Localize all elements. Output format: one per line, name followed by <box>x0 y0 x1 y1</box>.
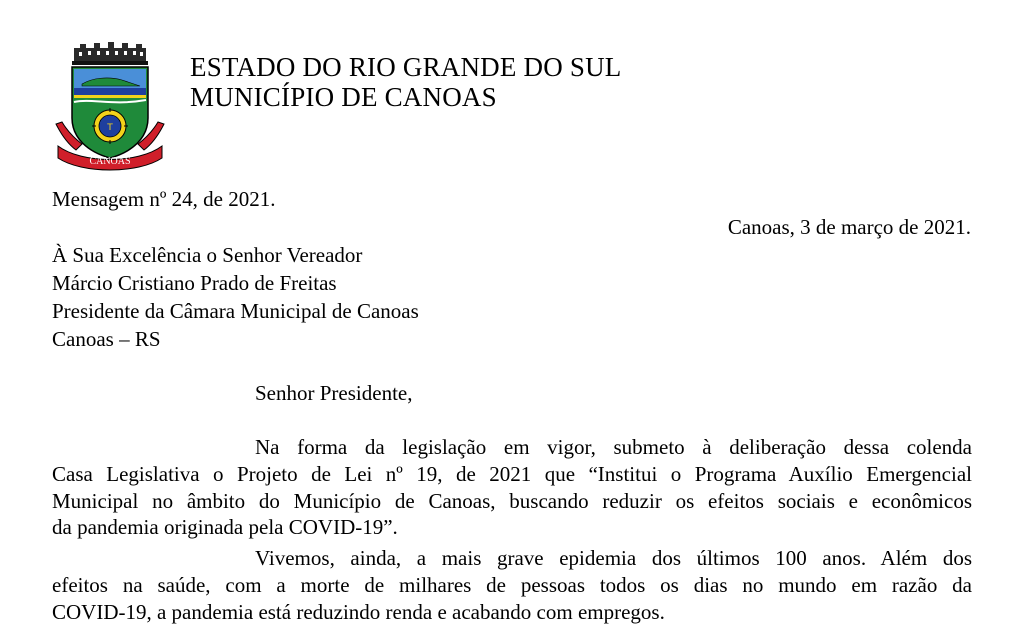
paragraph-line: efeitos na saúde, com a morte de milhares de pessoas todos os dias no mundo em razão da <box>52 573 972 597</box>
document-header <box>190 52 621 112</box>
crest-banner-text: CANOAS <box>89 156 131 167</box>
paragraph-line: Na forma da legislação em vigor, submeto à deliberação dessa colenda <box>255 435 972 459</box>
municipal-coat-of-arms-icon <box>52 40 168 172</box>
salutation: Senhor Presidente, <box>255 381 413 405</box>
place-date: Canoas, 3 de março de 2021. <box>727 215 971 239</box>
paragraph-line: COVID-19, a pandemia está reduzindo renda e acabando com empregos. <box>52 599 665 624</box>
paragraph-line: Municipal no âmbito do Município de Canoas, buscando reduzir os efeitos sociais e econômicos <box>52 488 972 513</box>
recipient-line: Presidente da Câmara Municipal de Canoas <box>52 299 419 323</box>
svg-text:T: T <box>107 123 113 133</box>
recipient-line: Canoas – RS <box>52 327 161 351</box>
mural-crown-icon <box>72 42 148 65</box>
header-municipality-line: MUNICÍPIO DE CANOAS <box>190 82 497 112</box>
recipient-line: Márcio Cristiano Prado de Freitas <box>52 271 337 295</box>
paragraph-line: Vivemos, ainda, a mais grave epidemia dos últimos 100 anos. Além dos <box>255 546 972 570</box>
header-state-line: ESTADO DO RIO GRANDE DO SUL <box>190 52 622 82</box>
recipient-line: À Sua Excelência o Senhor Vereador <box>52 243 363 267</box>
message-reference: Mensagem nº 24, de 2021. <box>52 187 276 211</box>
paragraph-line: Casa Legislativa o Projeto de Lei nº 19, de 2021 que “Institui o Programa Auxílio Emergencial <box>52 462 972 486</box>
paragraph-line: da pandemia originada pela COVID-19”. <box>52 515 398 539</box>
